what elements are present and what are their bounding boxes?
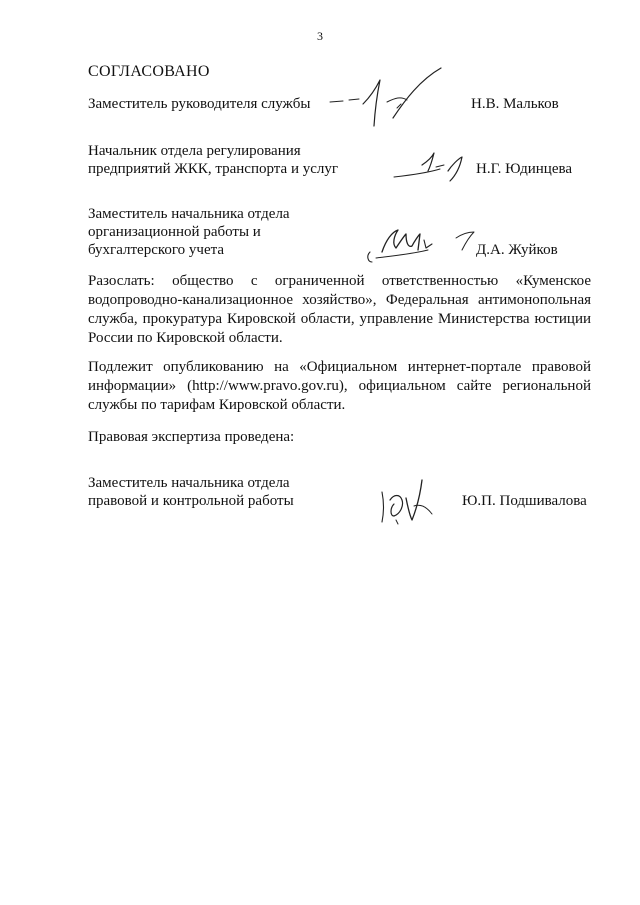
approver-3-position-line-3: бухгалтерского учета	[88, 242, 225, 258]
legal-signatory-position-line-1: Заместитель начальника отдела	[88, 475, 290, 491]
page-number: 3	[317, 29, 323, 43]
approver-3-position-line-1: Заместитель начальника отдела	[88, 206, 290, 222]
approver-3-signature	[362, 222, 477, 264]
legal-signatory-name: Ю.П. Подшивалова	[462, 493, 587, 509]
approver-3-position-line-2: организационной работы и	[88, 224, 261, 240]
legal-review-note: Правовая экспертиза проведена:	[88, 429, 295, 445]
approver-1-name: Н.В. Мальков	[471, 96, 559, 112]
legal-signatory-signature	[372, 470, 442, 530]
approver-2-position-line-1: Начальник отдела регулирования	[88, 143, 301, 159]
approver-1-signature	[325, 60, 445, 135]
approver-3-name: Д.А. Жуйков	[476, 242, 558, 258]
approver-2-name: Н.Г. Юдинцева	[476, 161, 573, 177]
approver-2-position-line-2: предприятий ЖКК, транспорта и услуг	[88, 161, 339, 177]
legal-signatory-position-line-2: правовой и контрольной работы	[88, 493, 294, 509]
approval-heading: СОГЛАСОВАНО	[88, 63, 210, 80]
distribution-paragraph: Разослать: общество с ограниченной ответственностью «Куменское водопроводно-канализационное хозяйство», Федеральная антимонопольная служба, прокуратура Кировской области, управление Министерства юстиции России по Кировской области.	[88, 273, 591, 346]
publication-paragraph: Подлежит опубликованию на «Официальном интернет-портале правовой информации» (http://www.pravo.gov.ru), официальном сайте региональной службы по тарифам Кировской области.	[88, 359, 591, 413]
approver-1-position: Заместитель руководителя службы	[88, 96, 311, 112]
approver-2-signature	[392, 145, 472, 185]
